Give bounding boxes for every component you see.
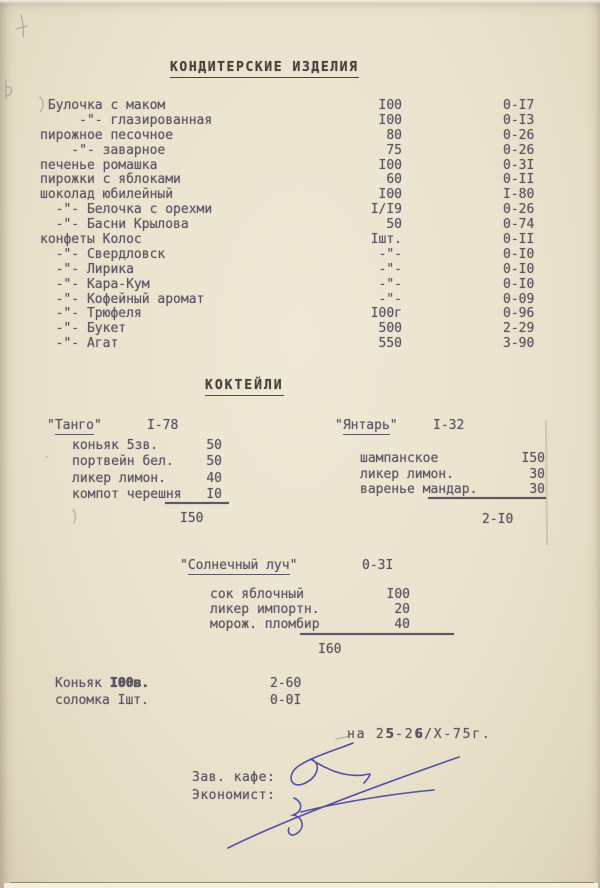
item-price: 0-74 [503,217,535,233]
menu-row [40,293,562,308]
close-quote: " [93,418,102,433]
ingredient-row [360,467,545,483]
item-qty: 60 [386,172,402,188]
item-qty: I00 [378,157,402,173]
ingredient-row [210,617,410,632]
menu-row [40,307,562,322]
cocktail-tango [47,418,232,526]
cocktail-sunray-ingredients [210,587,410,633]
item-qty: I00 [378,112,402,128]
date-corrected-digit: 6 [414,727,425,742]
item-name: пирожное песочное [40,127,174,143]
cocktail-name: Янтарь [342,418,390,433]
ingredient-qty: 50 [206,454,222,470]
ingredient-name: коньяк 5зв. [72,438,159,453]
paper-bottom-edge [4,883,598,888]
ingredient-qty: I50 [521,451,545,466]
cocktail-yantar [335,418,550,527]
item-price: I-80 [503,187,535,203]
ingredient-qty: 50 [206,438,222,453]
ingredient-row [210,587,410,602]
menu-row [40,129,562,144]
menu-row [40,188,562,203]
item-price: 0-26 [503,202,535,218]
item-qty: I00 [378,187,402,203]
cocktail-name: Солнечный луч [187,558,290,573]
item-price: 0-II [503,232,535,248]
menu-row [40,322,562,337]
menu-row [40,337,562,352]
date-text: -2 [395,727,415,742]
ingredient-name: варенье мандар. [360,482,478,498]
extra-items [55,676,302,709]
menu-row [40,203,562,218]
item-name: -"- Басни Крылова [40,217,189,233]
signature-label-cafe-manager: Зав. кафе: [192,770,276,785]
item-name: пирожки с яблоками [40,172,181,188]
item-price: 0-I0 [503,276,535,292]
ingredient-row [360,482,545,498]
sum-rule [428,497,546,499]
item-price: 0-26 [503,142,535,158]
item-price: 3-90 [503,336,535,352]
ingredient-qty: I0 [206,486,222,502]
menu-row [40,144,562,159]
sum-rule [165,502,229,504]
item-price: 0-I3 [503,112,535,128]
cocktails-section-title: КОКТЕЙЛИ [205,378,284,396]
item-qty: -"- [378,291,402,307]
date-corrected-digit: 5 [385,727,396,742]
ingredient-name: шампанское [360,451,439,466]
signature-label-economist: Экономист: [192,788,276,803]
item-qty: -"- [378,261,402,277]
item-name: шоколад юбилейный [40,187,174,203]
ingredient-row [72,454,222,470]
cocktail-volume-total: 2-I0 [482,512,514,527]
item-name: -"- Агат [40,336,119,352]
item-price: 0-I7 [503,98,535,113]
ingredient-name: ликер лимон. [360,466,454,482]
item-name: -"- Лирика [40,261,134,277]
ingredient-qty: 20 [394,602,410,618]
open-quote: " [180,558,188,573]
item-qty: 500 [378,321,402,337]
item-name: соломка Iшт. [55,692,149,708]
ingredient-qty: 30 [529,482,545,498]
ingredient-row [72,487,222,503]
cocktail-price: I-78 [147,418,179,433]
ingredient-qty: I00 [386,587,410,602]
item-name: Булочка с маком [40,98,166,113]
date-text: /Х-75г. [424,727,492,742]
menu-row [40,278,562,293]
item-name: печенье ромашка [40,157,158,173]
item-price: 0-26 [503,127,535,143]
item-qty: -"- [378,246,402,262]
item-price: 0-3I [503,157,535,173]
menu-row [40,233,562,248]
extra-item-straw [55,692,302,710]
item-name: -"- глазированная [40,112,213,128]
close-quote: " [389,418,398,433]
item-name: -"- Свердловск [40,246,166,262]
item-qty-overstruck: I00в. [109,676,149,691]
cocktail-price: I-32 [433,418,465,433]
item-name: -"- заварное [40,142,166,158]
item-name: -"- Белочка с орехми [40,202,213,218]
validity-date [347,727,491,742]
ingredient-name: портвейн бел. [72,454,174,470]
document-title: КОНДИТЕРСКИЕ ИЗДЕЛИЯ [170,60,359,78]
item-price: 0-09 [503,291,535,307]
cocktail-yantar-ingredients [360,451,545,498]
ingredient-name: ликер лимон. [72,470,166,486]
item-qty: I00г [370,306,402,322]
item-price: 0-0I [270,692,302,708]
cocktail-yantar-header [335,418,550,434]
item-name: конфеты Колос [40,232,142,248]
ingredient-name: морож. пломбир [210,617,320,633]
item-price: 0-I0 [503,246,535,262]
item-price: 2-60 [270,676,302,691]
menu-row [40,114,562,129]
ingredient-name: компот черешня [72,486,182,502]
date-text: на 2 [347,727,386,742]
item-price: 0-96 [503,306,535,322]
item-qty: 75 [386,142,402,158]
open-quote: " [335,418,343,433]
item-name: -"- Кара-Кум [40,276,150,292]
item-qty: -"- [378,276,402,292]
item-qty: Iшт. [370,232,402,248]
cocktail-name: Танго [54,418,94,433]
item-qty: I/I9 [370,202,402,218]
item-name: -"- Букет [40,321,127,337]
item-name: -"- Трюфеля [40,306,142,322]
cocktail-volume-total: I60 [318,642,342,657]
item-name: Коньяк [55,676,110,691]
item-qty: 80 [386,127,402,143]
ingredient-row [210,602,410,617]
cocktail-tango-ingredients [72,438,222,503]
confectionery-list [40,99,562,352]
item-price: 0-I0 [503,261,535,277]
cocktail-sunray [180,558,455,657]
menu-row [40,263,562,278]
ingredient-qty: 30 [529,466,545,482]
item-qty: I00 [378,98,402,113]
ingredient-qty: 40 [206,470,222,486]
cocktail-tango-header [47,418,232,434]
ingredient-name: сок яблочный [210,587,304,602]
menu-row [40,218,562,233]
menu-row [40,248,562,263]
ingredient-row [72,471,222,487]
close-quote: " [289,558,298,573]
cocktail-price: 0-3I [362,558,394,573]
cocktail-sunray-header [180,558,455,574]
ingredient-row [72,438,222,454]
paper-top-edge [0,0,600,4]
item-name: -"- Кофейный аромат [40,291,205,307]
item-price: 2-29 [503,321,535,337]
item-qty: 550 [378,336,402,352]
item-price: 0-II [503,172,535,188]
ingredient-name: ликер импортн. [210,602,320,618]
item-qty: 50 [386,217,402,233]
ingredient-qty: 40 [394,617,410,633]
sum-rule [300,633,454,635]
ingredient-row [360,451,545,467]
cocktail-volume-total: I50 [180,511,204,526]
open-quote: " [47,418,55,433]
extra-item-cognac [55,676,302,693]
menu-row [40,99,562,114]
